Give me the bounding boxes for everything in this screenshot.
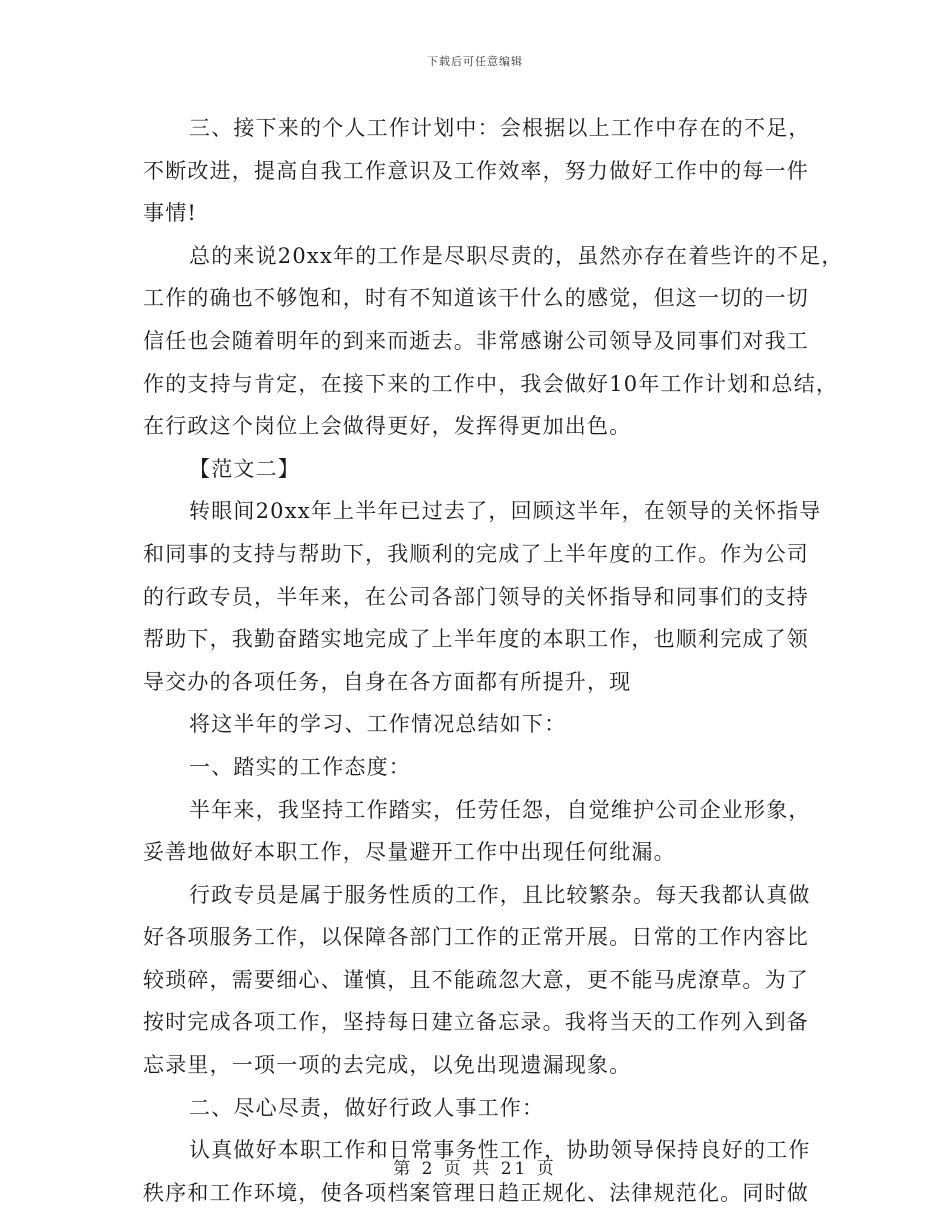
text-line: 行政专员是属于服务性质的工作，且比较繁杂。每天我都认真做	[189, 882, 811, 907]
text-line: 帮助下，我勤奋踏实地完成了上半年度的本职工作，也顺利完成了领	[143, 627, 809, 652]
text-line: 认真做好本职工作和日常事务性工作，协助领导保持良好的工作	[189, 1138, 811, 1163]
page-number-footer: 第 2 页 共 21 页	[393, 1159, 557, 1179]
header-note: 下载后可任意编辑	[427, 55, 523, 68]
text-line: 较琐碎，需要细心、谨慎，且不能疏忽大意，更不能马虎潦草。为了	[143, 967, 809, 992]
text-line: 导交办的各项任务，自身在各方面都有所提升，现	[143, 669, 632, 694]
text-line: 按时完成各项工作，坚持每日建立备忘录。我将当天的工作列入到备	[143, 1010, 809, 1035]
text-line: 的行政专员，半年来，在公司各部门领导的关怀指导和同事们的支持	[143, 584, 809, 609]
text-line: 转眼间20xx年上半年已过去了，回顾这半年，在领导的关怀指导	[189, 499, 822, 524]
text-line: 秩序和工作环境，使各项档案管理日趋正规化、法律规范化。同时做	[143, 1180, 809, 1205]
text-line: 忘录里，一项一项的去完成，以免出现遗漏现象。	[143, 1053, 632, 1078]
text-line: 不断改进，提高自我工作意识及工作效率，努力做好工作中的每一件	[143, 158, 809, 183]
text-line: 妥善地做好本职工作，尽量避开工作中出现任何纰漏。	[143, 840, 676, 865]
text-line: 三、接下来的个人工作计划中：会根据以上工作中存在的不足，	[189, 116, 811, 140]
text-line: 和同事的支持与帮助下，我顺利的完成了上半年度的工作。作为公司	[143, 541, 809, 566]
text-line: 好各项服务工作，以保障各部门工作的正常开展。日常的工作内容比	[143, 925, 809, 950]
text-line: 半年来，我坚持工作踏实，任劳任怨，自觉维护公司企业形象，	[189, 797, 811, 822]
text-line: 工作的确也不够饱和，时有不知道该干什么的感觉，但这一切的一切	[143, 286, 809, 311]
text-line: 作的支持与肯定，在接下来的工作中，我会做好10年工作计划和总结，	[143, 371, 839, 396]
text-line: 在行政这个岗位上会做得更好，发挥得更加出色。	[143, 414, 632, 439]
text-line: 二、尽心尽责，做好行政人事工作：	[189, 1095, 545, 1120]
text-line: 一、踏实的工作态度：	[189, 754, 411, 779]
text-line: 信任也会随着明年的到来而逝去。非常感谢公司领导及同事们对我工	[143, 328, 809, 353]
text-line: 将这半年的学习、工作情况总结如下：	[189, 712, 567, 737]
text-line: 事情!	[143, 201, 198, 226]
document-body	[143, 107, 844, 1214]
text-line: 【范文二】	[189, 456, 300, 481]
text-line: 总的来说20xx年的工作是尽职尽责的，虽然亦存在着些许的不足，	[189, 243, 844, 268]
